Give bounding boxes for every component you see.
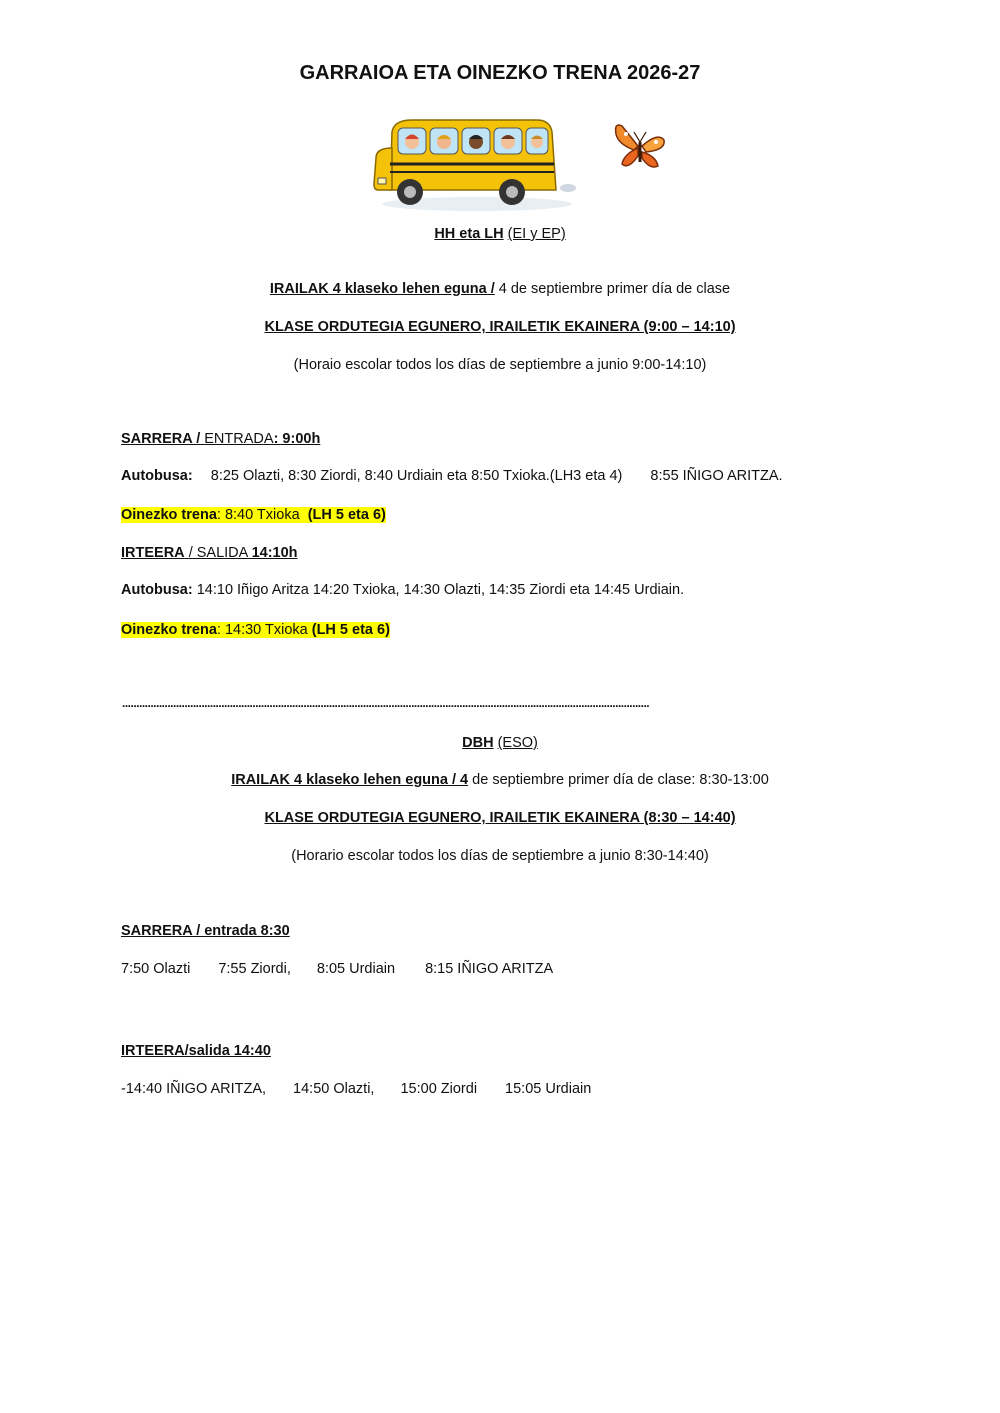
primary-exit-label-bold: IRTEERA <box>121 545 185 561</box>
secondary-exit-stop: 14:50 Olazti, <box>293 1081 375 1097</box>
secondary-schedule-note: (Horario escolar todos los días de septiembre a junio 8:30-14:40) <box>291 848 709 864</box>
secondary-exit-label: IRTEERA/salida 14:40 <box>121 1043 271 1059</box>
school-bus-illustration <box>372 112 582 212</box>
primary-entry-bus-label: Autobusa: <box>121 468 193 484</box>
primary-entry-train <box>121 507 386 523</box>
primary-entry-label-rest: ENTRADA <box>204 431 274 447</box>
primary-exit-train-label: Oinezko trena <box>121 622 217 638</box>
butterfly-illustration <box>612 120 668 172</box>
primary-entry-bus-times: 8:25 Olazti, 8:30 Ziordi, 8:40 Urdiain eta 8:50 Txioka.(LH3 eta 4) <box>210 468 623 484</box>
primary-first-day-bold: IRAILAK 4 klaseko lehen eguna / <box>269 281 495 297</box>
primary-entry-bus-extra: 8:55 IÑIGO ARITZA. <box>650 468 783 484</box>
primary-first-day-rest: 4 de septiembre primer día de clase <box>498 281 731 297</box>
primary-entry-train-label: Oinezko trena <box>121 507 217 523</box>
secondary-heading-rest: (ESO) <box>497 735 538 751</box>
primary-schedule-title: KLASE ORDUTEGIA EGUNERO, IRAILETIK EKAINERA (9:00 – 14:10) <box>264 319 736 335</box>
primary-heading-bold: HH eta LH <box>434 226 504 242</box>
primary-schedule-note: (Horaio escolar todos los días de septiembre a junio 9:00-14:10) <box>293 357 707 373</box>
secondary-first-day <box>0 772 1000 788</box>
primary-exit-train-group: (LH 5 eta 6) <box>311 622 390 638</box>
primary-entry-label-bold: SARRERA / <box>121 431 201 447</box>
secondary-entry-stop: 8:15 IÑIGO ARITZA <box>425 961 554 977</box>
primary-first-day <box>0 281 1000 297</box>
primary-exit-bus-times: 14:10 Iñigo Aritza 14:20 Txioka, 14:30 Olazti, 14:35 Ziordi eta 14:45 Urdiain. <box>196 582 685 598</box>
primary-entry-label <box>121 431 320 447</box>
secondary-first-day-rest: de septiembre primer día de clase: 8:30-13:00 <box>472 772 769 788</box>
primary-exit-bus-label: Autobusa: <box>121 582 193 598</box>
primary-entry-train-time: : 8:40 Txioka <box>216 507 300 523</box>
secondary-first-day-bold: IRAILAK 4 klaseko lehen eguna / 4 <box>231 772 469 788</box>
document-title: GARRAIOA ETA OINEZKO TRENA 2026-27 <box>299 62 701 84</box>
primary-exit-time: 14:10h <box>251 545 298 561</box>
primary-heading-rest: (EI y EP) <box>507 226 566 242</box>
primary-exit-label <box>121 545 298 561</box>
secondary-entry-stops <box>121 961 553 977</box>
primary-exit-train-time: : 14:30 Txioka <box>216 622 308 638</box>
secondary-entry-stop: 7:50 Olazti <box>121 961 191 977</box>
secondary-heading-bold: DBH <box>462 735 494 751</box>
primary-entry-bus <box>121 468 783 484</box>
secondary-schedule-title: KLASE ORDUTEGIA EGUNERO, IRAILETIK EKAINERA (8:30 – 14:40) <box>264 810 736 826</box>
secondary-entry-label: SARRERA / entrada 8:30 <box>121 923 290 939</box>
primary-entry-time: : 9:00h <box>273 431 321 447</box>
secondary-heading <box>0 735 1000 751</box>
primary-exit-train <box>121 622 390 638</box>
primary-exit-bus <box>121 582 684 598</box>
secondary-entry-stop: 8:05 Urdiain <box>316 961 396 977</box>
secondary-exit-stop: 15:05 Urdiain <box>505 1081 592 1097</box>
secondary-exit-stop: -14:40 IÑIGO ARITZA, <box>121 1081 267 1097</box>
secondary-entry-stop: 7:55 Ziordi, <box>218 961 291 977</box>
primary-heading <box>0 226 1000 242</box>
dotted-divider: .......................................................................................................................................................................................... <box>122 700 650 708</box>
primary-exit-label-rest: / SALIDA <box>188 545 248 561</box>
secondary-exit-stops <box>121 1081 591 1097</box>
secondary-exit-stop: 15:00 Ziordi <box>400 1081 478 1097</box>
primary-entry-train-group: (LH 5 eta 6) <box>307 507 386 523</box>
